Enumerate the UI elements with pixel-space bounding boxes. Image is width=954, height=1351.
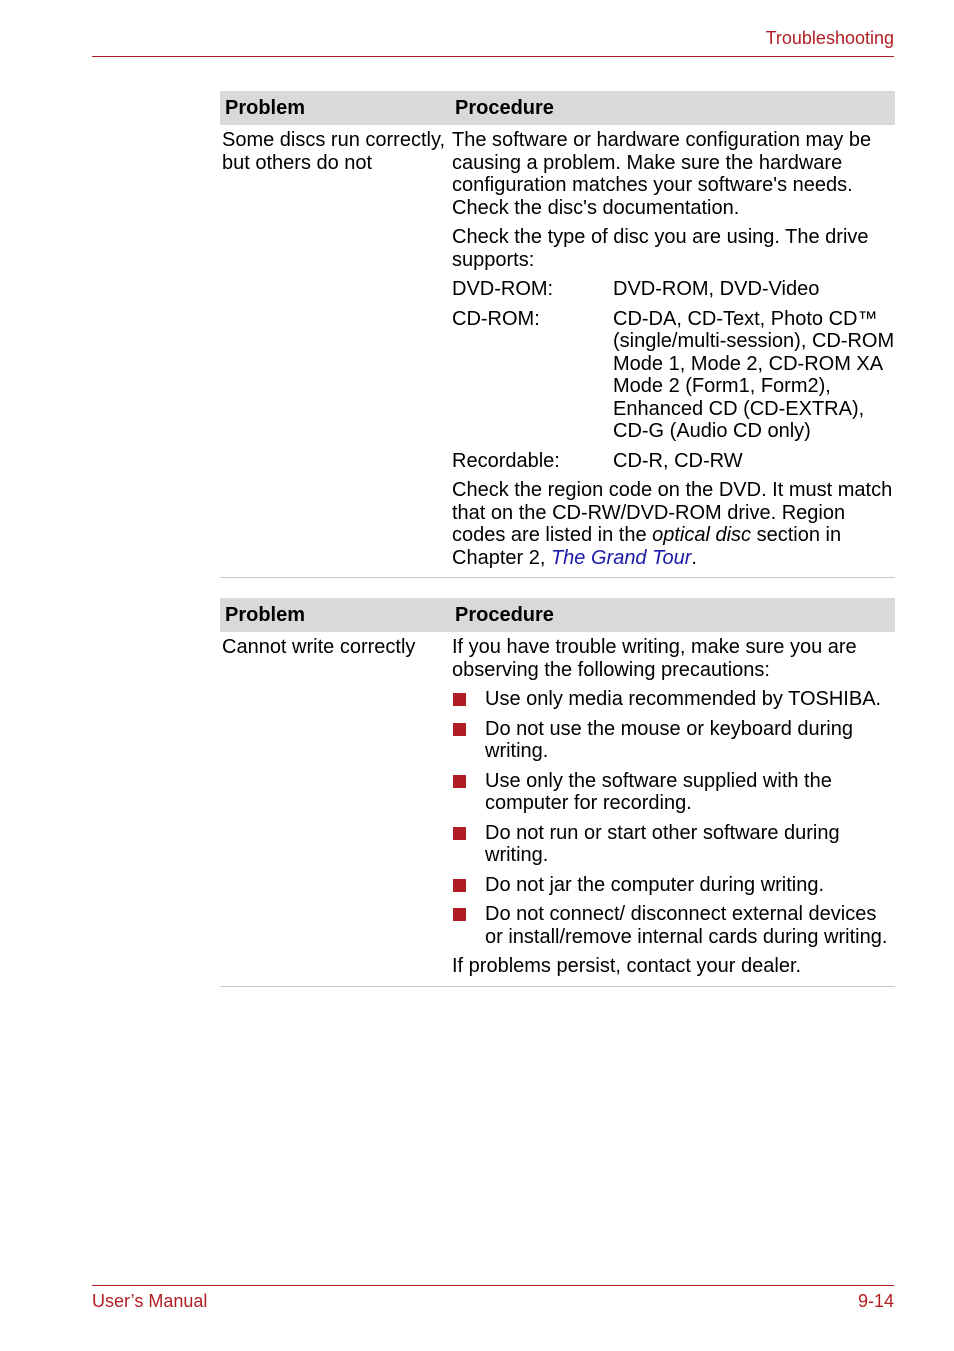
column-header-problem: Problem bbox=[220, 91, 450, 125]
bullet-square-icon bbox=[453, 908, 466, 921]
list-item-text: Do not connect/ disconnect external devices or install/remove internal cards during writing. bbox=[485, 903, 888, 948]
list-item bbox=[452, 903, 895, 948]
troubleshooting-table-discs bbox=[220, 91, 895, 578]
procedure-paragraph: If you have trouble writing, make sure you are observing the following precautions: bbox=[452, 636, 857, 681]
header-title: Troubleshooting bbox=[765, 28, 894, 48]
list-item-text: Do not jar the computer during writing. bbox=[485, 873, 825, 896]
procedure-cell bbox=[450, 125, 895, 578]
problem-cell: Some discs run correctly, but others do not bbox=[220, 125, 450, 578]
bullet-square-icon bbox=[453, 693, 466, 706]
paragraph-text: . bbox=[691, 546, 697, 569]
drive-type-label: Recordable: bbox=[452, 449, 560, 472]
bullet-square-icon bbox=[453, 723, 466, 736]
drive-formats: DVD-ROM, DVD-Video bbox=[613, 278, 820, 300]
list-item-text: Use only media recommended by TOSHIBA. bbox=[485, 688, 882, 710]
table-row bbox=[220, 632, 895, 986]
drive-formats: CD-DA, CD-Text, Photo CD™ (single/multi-session), CD-ROM Mode 1, Mode 2, CD-ROM XA Mode 2 (Form1, Form2), Enhanced CD (CD-EXTRA), CD-G (Audio CD only) bbox=[613, 307, 895, 442]
procedure-cell bbox=[450, 632, 895, 986]
emphasis-text: optical disc bbox=[652, 524, 752, 546]
table-row bbox=[220, 125, 895, 578]
troubleshooting-table-writing bbox=[220, 598, 895, 987]
list-item bbox=[452, 770, 895, 815]
drive-formats: CD-R, CD-RW bbox=[613, 449, 743, 472]
procedure-paragraph: The software or hardware configuration may be causing a problem. Make sure the hardware configuration matches your software's needs. Check the disc's documentation. bbox=[452, 129, 872, 219]
column-header-procedure: Procedure bbox=[450, 91, 895, 125]
list-item-text: Do not use the mouse or keyboard during writing. bbox=[485, 717, 853, 762]
procedure-paragraph: Check the type of disc you are using. The drive supports: bbox=[452, 226, 869, 271]
region-code-paragraph bbox=[452, 479, 895, 569]
page-number: 9-14 bbox=[857, 1291, 894, 1311]
footer-rule bbox=[92, 1285, 894, 1286]
problem-cell: Cannot write correctly bbox=[220, 632, 450, 986]
header-rule bbox=[92, 56, 894, 57]
column-header-problem: Problem bbox=[220, 598, 450, 632]
bullet-square-icon bbox=[453, 879, 466, 892]
list-item bbox=[452, 718, 895, 763]
list-item-text: Use only the software supplied with the computer for recording. bbox=[485, 769, 832, 814]
footer-manual-title: User’s Manual bbox=[92, 1291, 208, 1311]
drive-support-item bbox=[452, 278, 895, 301]
drive-type-label: CD-ROM: bbox=[452, 307, 540, 330]
list-item bbox=[452, 822, 895, 867]
bullet-square-icon bbox=[453, 775, 466, 788]
drive-type-label: DVD-ROM: bbox=[452, 278, 554, 300]
drive-support-item bbox=[452, 450, 895, 473]
list-item bbox=[452, 874, 895, 897]
paragraph-text: section in Chapter 2, bbox=[452, 524, 842, 569]
bullet-square-icon bbox=[453, 827, 466, 840]
list-item bbox=[452, 688, 895, 711]
drive-support-item bbox=[452, 308, 895, 443]
table-header-row bbox=[220, 91, 895, 125]
paragraph-text: Check the region code on the DVD. It must match that on the CD-RW/DVD-ROM drive. Region codes are listed in the bbox=[452, 479, 893, 546]
list-item-text: Do not run or start other software during writing. bbox=[485, 821, 840, 866]
table-header-row bbox=[220, 598, 895, 632]
procedure-paragraph: If problems persist, contact your dealer. bbox=[452, 955, 802, 977]
column-header-procedure: Procedure bbox=[450, 598, 895, 632]
grand-tour-link[interactable]: The Grand Tour bbox=[550, 546, 692, 569]
